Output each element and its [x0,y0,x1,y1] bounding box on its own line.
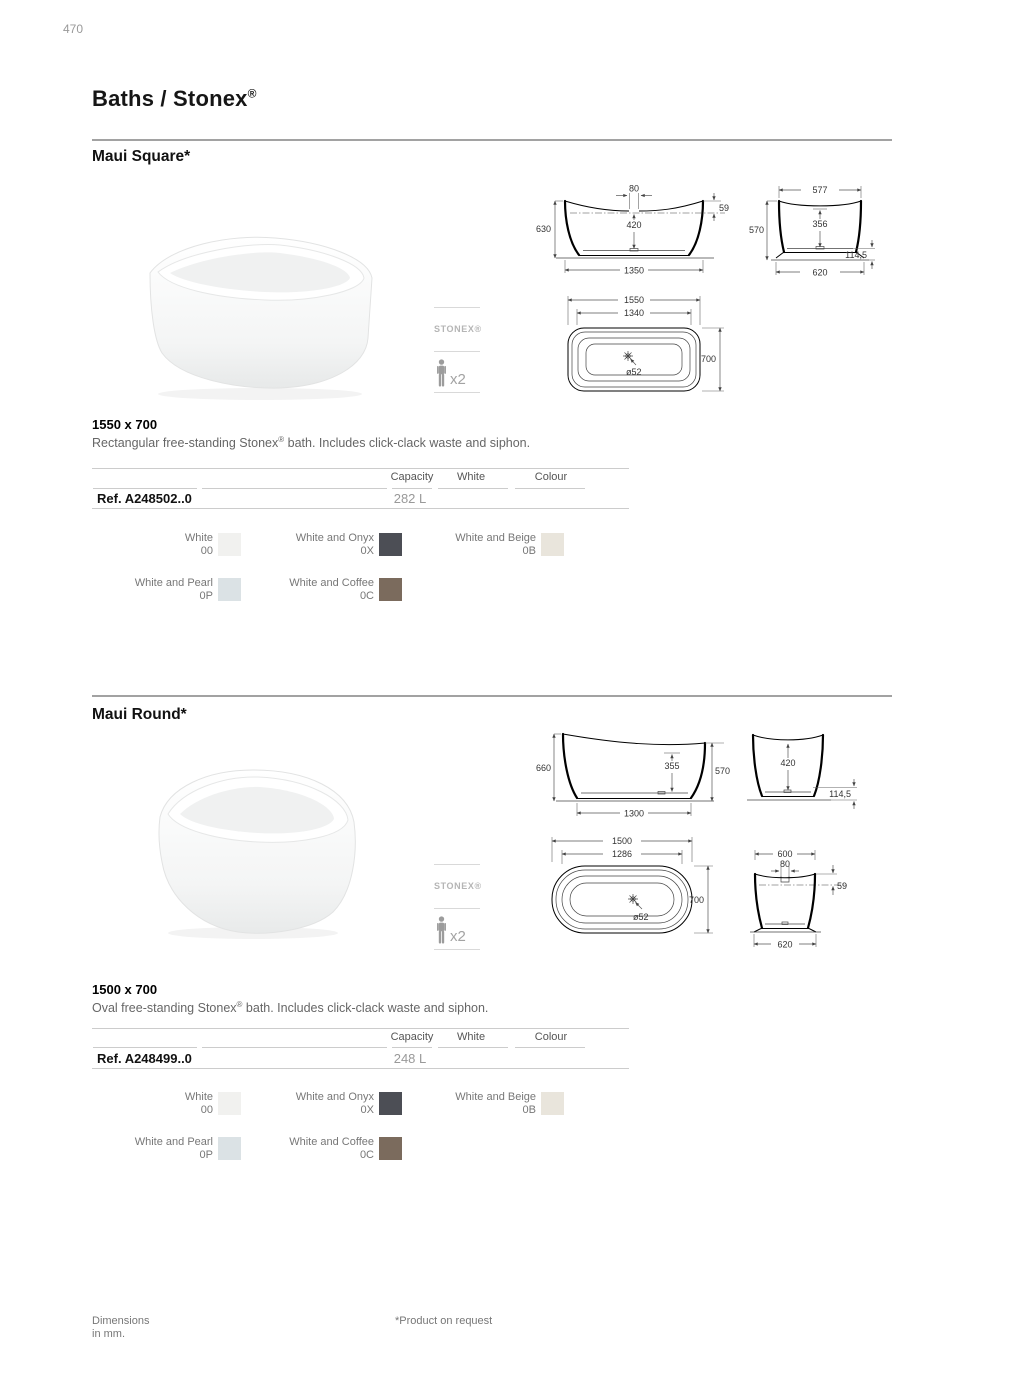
column-header-white: White [456,1031,486,1043]
registered-mark: ® [236,1000,243,1009]
page-number: 470 [63,22,84,36]
colour-option-white-coffee [255,577,402,602]
footer-product-note: *Product on request [395,1315,493,1327]
capacity-value: 248 L [393,1051,427,1066]
colour-option-white-beige [420,532,564,557]
dim-660: 660 [535,763,551,773]
dim-drain: ø52 [633,912,649,922]
persons-count: x2 [450,928,466,945]
table-border [438,488,508,489]
badge-divider [434,949,480,950]
colour-swatch [379,1137,402,1160]
dim-620: 620 [812,267,828,278]
colour-option-white-pearl [100,577,241,602]
column-header-colour: Colour [534,1031,568,1043]
capacity-persons [434,352,480,392]
persons-count: x2 [450,371,466,388]
table-border [202,1047,387,1048]
stonex-label: STONEX® [434,324,482,334]
dim-1350: 1350 [623,265,645,276]
colour-code: 00 [200,544,213,557]
dim-600: 600 [777,849,793,859]
colour-name: White and Coffee [289,1136,374,1148]
dim-355: 355 [664,761,680,771]
colour-option-white-onyx [255,1091,402,1116]
dim-570: 570 [748,225,764,235]
dim-drain: ø52 [626,367,642,377]
capacity-value: 282 L [393,491,427,506]
section-divider [92,695,892,697]
photo-shadow [158,388,362,400]
maui-square-end-drawing [745,184,880,284]
colour-code: 0B [522,1103,536,1116]
table-border [93,1047,197,1048]
maui-square-side-drawing [528,184,733,284]
colour-code: 0X [360,544,374,557]
table-border [92,1028,629,1029]
description-text: Oval free-standing Stonex [92,1001,237,1016]
colour-option-white-beige [420,1091,564,1116]
colour-label [100,1091,218,1116]
dim-570: 570 [715,766,731,776]
colour-label [420,532,541,557]
colour-name: White and Beige [455,532,536,544]
description-text: bath. Includes click-clack waste and siphon. [284,436,531,451]
maui-round-end-drawing [743,726,863,826]
colour-name: White and Beige [455,1091,536,1103]
maui-round-plan-drawing [545,834,725,962]
colour-swatch [379,578,402,601]
maui-round-cross-drawing [745,848,870,960]
colour-label [420,1091,541,1116]
dim-80: 80 [628,184,640,194]
colour-swatch [218,533,241,556]
registered-mark: ® [247,86,257,101]
product-size: 1500 x 700 [92,982,158,997]
drain-symbol [628,894,638,904]
colour-label [100,1136,218,1161]
maui-round-photo [148,762,368,942]
table-border [92,1068,629,1069]
person-icon [435,359,448,387]
colour-name: White and Coffee [289,577,374,589]
product-description [92,435,530,450]
column-header-colour: Colour [534,471,568,483]
table-border [438,1047,508,1048]
table-border [515,1047,585,1048]
dim-420: 420 [780,758,796,768]
product-description [92,1000,488,1015]
colour-name: White and Pearl [134,1136,213,1148]
colour-option-white-pearl [100,1136,241,1161]
colour-code: 0X [360,1103,374,1116]
product-size: 1550 x 700 [92,417,158,432]
dim-577: 577 [812,185,828,195]
section-title-maui-round: Maui Round* [92,706,187,723]
colour-code: 0B [522,544,536,557]
colour-code: 00 [200,1103,213,1116]
stonex-badge [434,864,480,950]
colour-label [100,532,218,557]
page-title [92,86,257,112]
table-border [515,488,585,489]
stonex-badge [434,307,480,393]
dim-114-5: 114,5 [829,789,851,799]
colour-swatch [379,533,402,556]
colour-option-white [100,1091,241,1116]
capacity-persons [434,909,480,949]
column-header-capacity: Capacity [390,471,434,483]
colour-name: White [184,532,213,544]
table-border [93,488,197,489]
colour-name: White and Onyx [295,532,374,544]
colour-label [100,577,218,602]
maui-round-side-drawing [532,726,732,826]
colour-label [255,1136,379,1161]
table-border [92,508,629,509]
colour-label [255,532,379,557]
dim-700: 700 [700,354,716,364]
colour-name: White and Onyx [295,1091,374,1103]
dim-620: 620 [777,939,793,950]
table-border [92,468,629,469]
badge-divider [434,392,480,393]
footer-line: Dimensions [92,1315,150,1327]
description-text: Rectangular free-standing Stonex [92,436,279,451]
dim-630: 630 [535,224,551,234]
colour-swatch [218,1092,241,1115]
colour-name: White and Pearl [134,577,213,589]
dim-1300: 1300 [623,808,645,819]
page-title-text: Baths / Stonex [92,86,248,111]
table-border [202,488,387,489]
colour-swatch [218,578,241,601]
dim-700: 700 [688,895,704,905]
dim-420: 420 [626,220,642,230]
reference-code: Ref. A248502..0 [97,491,192,506]
table-border [392,1047,432,1048]
table-border [392,488,432,489]
dim-1550: 1550 [623,295,645,305]
colour-code: 0C [359,589,374,602]
drain-symbol [623,351,633,361]
colour-swatch [541,533,564,556]
dim-1286: 1286 [611,849,633,859]
footer-line: in mm. [92,1328,125,1340]
dim-80: 80 [779,859,791,869]
colour-option-white-coffee [255,1136,402,1161]
colour-code: 0P [199,589,213,602]
colour-swatch [379,1092,402,1115]
stonex-label: STONEX® [434,881,482,891]
colour-code: 0C [359,1148,374,1161]
description-text: bath. Includes click-clack waste and siphon. [242,1001,489,1016]
registered-mark: ® [278,435,285,444]
dim-1500: 1500 [611,836,633,846]
colour-label [255,1091,379,1116]
column-header-capacity: Capacity [390,1031,434,1043]
footer-dimensions-note [92,1315,149,1341]
person-icon [435,916,448,944]
colour-label [255,577,379,602]
colour-option-white-onyx [255,532,402,557]
colour-code: 0P [199,1148,213,1161]
column-header-white: White [456,471,486,483]
reference-code: Ref. A248499..0 [97,1051,192,1066]
section-divider [92,139,892,141]
colour-swatch [218,1137,241,1160]
section-title-maui-square: Maui Square* [92,148,191,165]
colour-option-white [100,532,241,557]
dim-59: 59 [719,203,730,213]
maui-square-photo [140,228,385,403]
dim-59: 59 [837,881,848,891]
dim-356: 356 [812,219,828,229]
colour-name: White [184,1091,213,1103]
dim-114-5: 114,5 [845,250,867,260]
maui-square-plan-drawing [556,292,741,404]
colour-swatch [541,1092,564,1115]
dim-1340: 1340 [623,308,645,318]
